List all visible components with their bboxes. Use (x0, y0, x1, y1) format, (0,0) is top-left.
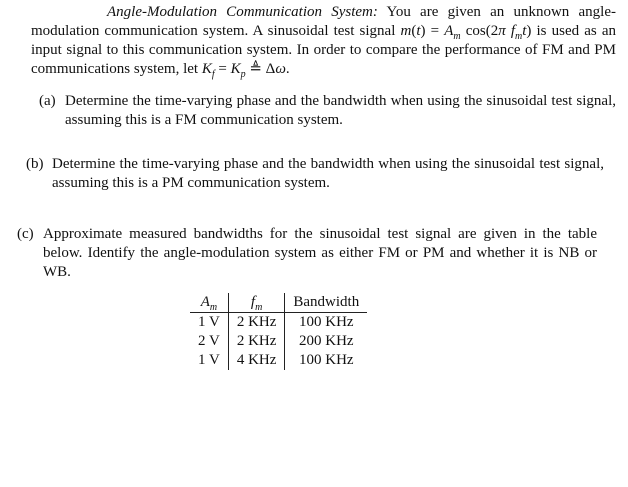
cell-amplitude: 2 V (190, 332, 228, 351)
cell-bandwidth: 200 KHz (299, 333, 354, 349)
question-c-text: Approximate measured bandwidths for the sinusoidal test signal are given in the table below. Identify the angle-modulation system as either FM or PM and whether it is NB or WB. (43, 226, 597, 280)
header-frequency: $f_m$ (228, 293, 285, 313)
cell-amplitude: 1 V (190, 351, 228, 370)
header-bandwidth: Bandwidth (285, 293, 367, 313)
cell-bandwidth: 100 KHz (299, 314, 354, 330)
question-a (39, 92, 616, 130)
cell-frequency: 4 KHz (228, 351, 285, 370)
problem-intro (31, 3, 616, 79)
cell-amplitude: 1 V (190, 313, 228, 333)
question-c-label: (c) (17, 226, 34, 242)
question-b (26, 155, 604, 193)
question-b-label: (b) (26, 156, 44, 172)
problem-title: Angle-Modulation Communication System: (107, 4, 378, 20)
table-row (190, 332, 367, 351)
intro-text-2: is used as an input signal to this communication system. In order to compare the performance of FM and PM communications system, let (31, 23, 616, 77)
bandwidth-table (190, 293, 367, 370)
header-amplitude: $A_m$ (190, 293, 228, 313)
signal-formula: $m(t) = A_m$ cos(2π $f_mt$) (400, 23, 532, 42)
table-header-row (190, 293, 367, 313)
cell-frequency: 2 KHz (228, 332, 285, 351)
question-b-text: Determine the time-varying phase and the bandwidth when using the sinusoidal test signal, assuming this is a PM communication system. (52, 156, 604, 191)
cell-bandwidth: 100 KHz (299, 352, 354, 368)
table-row (190, 313, 367, 333)
cell-frequency: 2 KHz (228, 313, 285, 333)
table-row (190, 351, 367, 370)
question-c (17, 225, 597, 282)
question-a-label: (a) (39, 93, 56, 109)
intro-text-1: You are given an unknown angle-modulation communication system. A sinusoidal test signal (31, 4, 616, 39)
question-a-text: Determine the time-varying phase and the bandwidth when using the sinusoidal test signal, assuming this is a FM communication system. (65, 93, 616, 128)
sensitivity-formula: $K_f = K_p$ ≜ Δω. (201, 61, 290, 80)
